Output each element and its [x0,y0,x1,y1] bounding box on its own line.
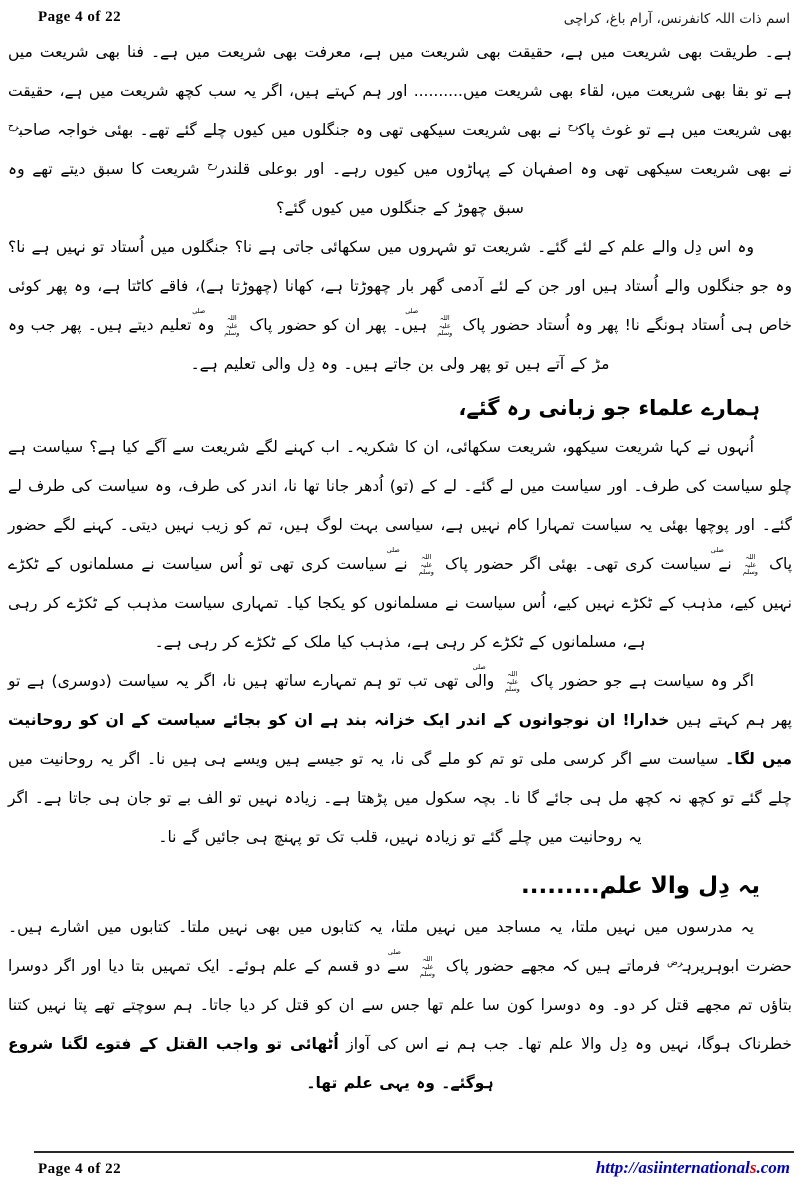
bold-text-run: اُٹھائی تو واجب القتل کے فتوے لگنا شروع ہوگئے۔ وہ یہی علم تھا۔ [8,1035,494,1092]
page-header [0,0,800,29]
honorific-mark: رح [8,121,19,132]
salawat-symbol: صلی اللہ علیہ وسلم [405,306,453,337]
footer-url-s: s [749,1158,757,1177]
honorific-mark: رح [207,160,218,171]
salawat-symbol: صلی اللہ علیہ وسلم [710,545,758,576]
footer-page-number: Page 4 of 22 [38,1161,122,1177]
header-page-number: Page 4 of 22 [38,9,122,25]
paragraph-1: ہے۔ طریقت بھی شریعت میں ہے، حقیقت بھی شریعت میں ہے، معرفت بھی شریعت میں ہے۔ فنا بھی شریعت میں ہے تو بقا بھی شریعت میں، لقاء بھی شریعت میں.......... اور ہم کہتے ہیں، اگر یہ سب کچھ شریعت میں ہے، حقیقت بھی شریعت میں ہے تو غوث پاک$^{رح}$ نے بھی شریعت سیکھی تھی وہ جنگلوں میں کیوں چلے گئے تھے۔ بھئی خواجہ صاحب$^{رح}$ نے بھی شریعت سیکھی تھی وہ اصفہان کے پہاڑوں میں کیوں رہے۔ اور بوعلی قلندر$^{رح}$ شریعت کا سبق دیتے تھے وہ سبق چھوڑ کے جنگلوں میں کیوں گئے؟ [8,43,792,217]
paragraph-5: یہ مدرسوں میں نہیں ملتا، یہ مساجد میں نہیں ملتا، یہ کتابوں میں بھی نہیں ملتا۔ کتابوں میں اشارے ہیں۔ حضرت ابوہریرہ$^{رض}$ فرماتے ہیں کہ مجھے حضور پاک صلی اللہ علیہ وسلم سے دو قسم کے علم ہوئے۔ ایک تمہیں بتا دیا اور اگر دوسرا بتاؤں تم مجھے قتل کر دو۔ وہ دوسرا کون سا علم تھا جس سے ان کو قتل کر دیا جاتا۔ ہم سوچتے تھے پتا نہیں کتنا خطرناک ہوگا، نہیں وہ دِل والا علم تھا۔ جب ہم نے اس کی آواز اُٹھائی تو واجب القتل کے فتوے لگنا شروع ہوگئے۔ وہ یہی علم تھا۔ [8,918,793,1092]
bold-text-run: خدارا! ان نوجوانوں کے اندر ایک خزانہ بند ہے ان کو بجائے سیاست کے ان کو روحانیت میں لگا۔ [8,711,792,768]
header-title-urdu: اسم ذات اللہ کانفرنس، آرام باغ، کراچی [563,11,790,27]
salawat-symbol: صلی اللہ علیہ وسلم [192,306,240,337]
honorific-mark: رض [666,957,683,968]
honorific-mark: رح [567,121,579,132]
footer-url-link[interactable] [596,1158,790,1178]
page-footer [0,1151,800,1178]
footer-url-tld: .com [756,1158,790,1177]
document-body [0,29,800,1135]
salawat-symbol: صلی اللہ علیہ وسلم [472,662,520,693]
paragraph-2: وہ اس دِل والے علم کے لئے گئے۔ شریعت تو شہروں میں سکھائی جاتی ہے نا؟ جنگلوں میں اُستاد تو نہیں ہے نا؟ وہ جو جنگلوں والے اُستاد ہیں اور جن کے لئے آدمی گھر بار چھوڑتا ہے، کھانا (چھوڑتا ہے)، فاقے کاٹتا ہے، وہ پھر کوئی خاص ہی اُستاد ہونگے نا! پھر وہ اُستاد حضور پاک صلی اللہ علیہ وسلم ہیں۔ پھر ان کو حضور پاک صلی اللہ علیہ وسلم وہ تعلیم دیتے ہیں۔ پھر جب وہ مڑ کے آتے ہیں تو پھر ولی بن جاتے ہیں۔ وہ دِل والی تعلیم ہے۔ [8,238,793,373]
paragraph-4: اگر وہ سیاست ہے جو حضور پاک صلی اللہ علیہ وسلم والی تھی تب تو ہم تمہارے ساتھ ہیں نا، اگر یہ سیاست (دوسری) ہے تو پھر ہم کہتے ہیں خدارا! ان نوجوانوں کے اندر ایک خزانہ بند ہے ان کو بجائے سیاست کے ان کو روحانیت میں لگا۔ سیاست سے اگر کرسی ملی تو تم کو ملے گی نا، یہ تو جیسے ہیں ویسے ہی ہیں نا۔ اگر یہ روحانیت میں چلے گئے تو کچھ نہ کچھ مل ہی جائے گا نا۔ بچہ سکول میں پڑھتا ہے۔ زیادہ نہیں تو الف بے تو جان ہی جاتا ہے۔ اگر یہ روحانیت میں چلے گئے تو زیادہ نہیں، قلب تک تو پہنچ ہی جائیں گے نا۔ [8,662,792,846]
footer-divider [34,1151,794,1153]
section-heading-1: ہمارے علماء جو زبانی رہ گئے، [458,396,760,420]
salawat-symbol: صلی اللہ علیہ وسلم [387,947,435,978]
footer-url-main: http://asiinternational [595,1158,750,1177]
paragraph-3: اُنہوں نے کہا شریعت سیکھو، شریعت سکھائی، ان کا شکریہ۔ اب کہنے لگے شریعت سے آگے کیا ہے؟ سیاست ہے چلو سیاست کی طرف۔ اور سیاست میں لے گئے۔ لے کے (تو) اُدھر جانا تھا نا، اندر کی طرف، وہ سیاست کی طرف لے گئے۔ اور پوچھا بھئی یہ سیاست تمہارا کام نہیں ہے، سیاسی بہت لوگ ہیں، تم کو زیب نہیں دیتی۔ کہنے لگے حضور پاک صلی اللہ علیہ وسلم نے سیاست کری تھی۔ بھئی اگر حضور پاک صلی اللہ علیہ وسلم نے سیاست کری تھی تو اُس سیاست نے مسلمانوں کے ٹکڑے نہیں کیے، مذہب کے ٹکڑے نہیں کیے، اُس سیاست نے مسلمانوں کو یکجا کیا۔ تمہاری سیاست مذہب کے ٹکڑے کر رہی ہے، مسلمانوں کے ٹکڑے کر رہی ہے، مذہب کیا ملک کے ٹکڑے کر رہی ہے۔ [8,438,793,651]
section-heading-2: یہ دِل والا علم......... [521,873,760,899]
salawat-symbol: صلی اللہ علیہ وسلم [386,545,434,576]
